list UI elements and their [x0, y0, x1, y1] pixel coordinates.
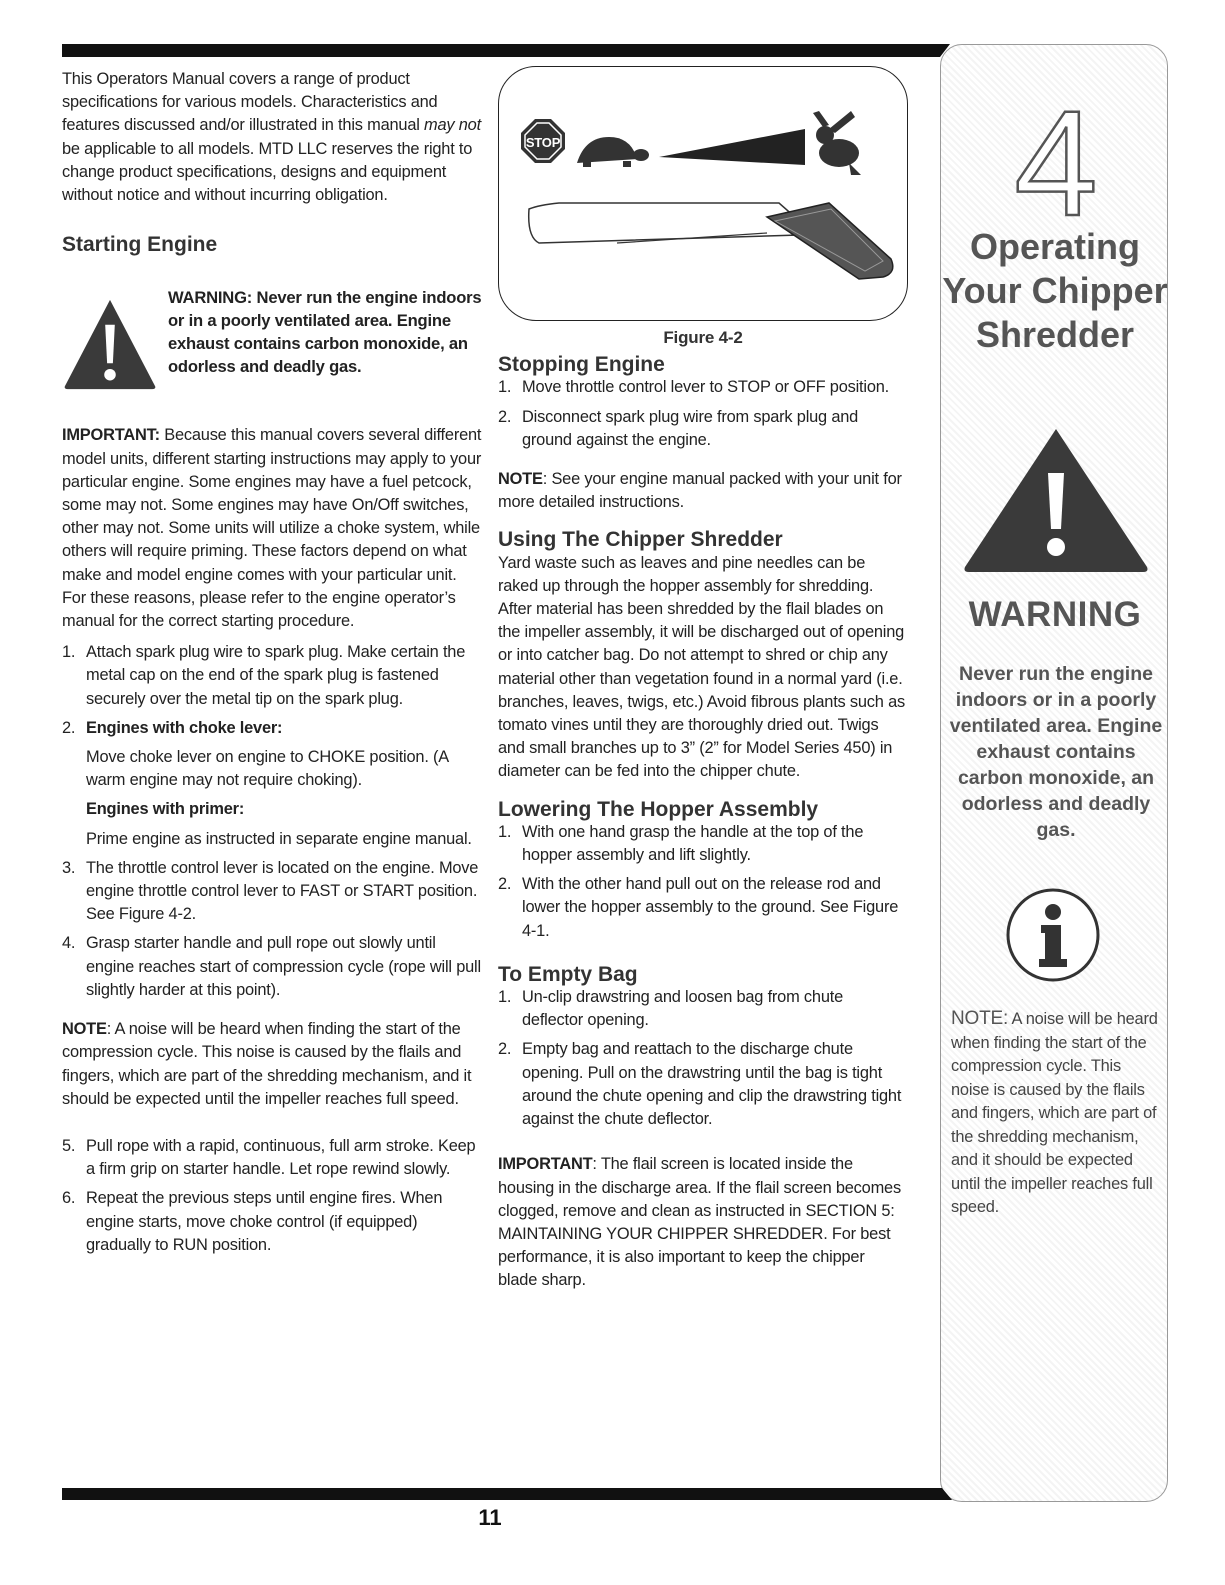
sidebar-warning-text: Never run the engine indoors or in a poorly ventilated area. Engine exhaust contains carbon monoxide, an odorless and deadly gas. — [949, 663, 1163, 841]
stopping-note: NOTE: See your engine manual packed with your unit for more detailed instructions. — [498, 470, 902, 512]
sidebar-warning-triangle-icon — [961, 425, 1151, 575]
empty-important: IMPORTANT: The flail screen is located inside the housing in the discharge area. If the flail screen becomes clogged, remove and clean as instructed in SECTION 5: MAINTAINING YOUR CHIPPER SHREDDER. For best performance, it is also important to keep the chipper blade sharp. — [498, 1155, 901, 1290]
lever-housing — [529, 203, 799, 243]
lowering-heading: Lowering The Hopper Assembly — [498, 797, 819, 821]
chapter-sidebar — [940, 44, 1168, 1502]
left-column — [62, 68, 482, 1257]
stopping-step-1: 1. Move throttle control lever to STOP or OFF position. — [498, 378, 890, 397]
starting-step-1: 1. Attach spark plug wire to spark plug. Make certain the metal cap on the end of the spark plug is fastened securely over the metal tip on the spark plug. — [62, 643, 466, 708]
empty-bag-steps — [498, 986, 908, 1131]
speed-wedge — [659, 129, 805, 165]
intro-paragraph: This Operators Manual covers a range of product specifications for various models. Characteristics and features discussed and/or illustrated in this manual may not be applicable to all models. MTD LLC reserves the right to change product specifications, designs and equipment without notice and without incurring obligation. — [62, 70, 481, 205]
stopping-engine-heading: Stopping Engine — [498, 353, 665, 377]
starting-engine-heading: Starting Engine — [62, 233, 218, 257]
starting-step-6: 6. Repeat the previous steps until engine fires. When engine starts, move choke control (if equipped) gradually to RUN position. — [62, 1189, 443, 1254]
sidebar-warning-heading: WARNING — [968, 595, 1142, 634]
page-number: 11 — [478, 1505, 502, 1530]
using-paragraph: Yard waste such as leaves and pine needles can be raked up through the hopper assembly for shredding. After material has been shredded by the flail blades on the impeller assembly, it will be discharged out of opening or into catcher bag. Do not attempt to shred or chip any material other than vegetation found in a normal yard (i.e. branches, leaves, twigs, etc.) Avoid fibrous plants such as tomato vines until they are thoroughly dried out. Twigs and small branches up to 3” (2” for Model Series 450) in diameter can be fed into the chipper chute. — [498, 553, 905, 781]
starting-step-5: 5. Pull rope with a rapid, continuous, full arm stroke. Keep a firm grip on starter handle. Let rope rewind slowly. — [62, 1136, 476, 1179]
figure-4-2 — [498, 66, 908, 321]
throttle-illustration — [499, 67, 906, 319]
bottom-rule — [62, 1488, 942, 1500]
empty-step-1: 1. Un-clip drawstring and loosen bag from chute deflector opening. — [498, 988, 844, 1030]
stopping-step-2: 2. Disconnect spark plug wire from spark plug and ground against the engine. — [498, 407, 859, 449]
empty-bag-heading: To Empty Bag — [498, 962, 638, 986]
starting-steps — [62, 641, 482, 1002]
starting-step-2: 2. Engines with choke lever: Move choke lever on engine to CHOKE position. (A warm engine may not require choking). Engines with primer: Prime engine as instructed in separate engine manual. — [62, 718, 472, 848]
turtle-icon — [577, 137, 649, 167]
rabbit-icon — [813, 111, 861, 175]
svg-text:STOP: STOP — [525, 135, 561, 150]
throttle-lever — [767, 203, 893, 279]
starting-step-4: 4. Grasp starter handle and pull rope out slowly until engine reaches start of compression cycle (rope will pull slightly harder at this point). — [62, 934, 481, 999]
starting-warning — [62, 286, 482, 392]
middle-column — [498, 66, 908, 1293]
warning-triangle-icon — [62, 296, 158, 392]
stopping-steps — [498, 376, 908, 452]
figure-caption: Figure 4-2 — [663, 328, 743, 347]
chapter-number — [1011, 77, 1101, 237]
empty-step-2: 2. Empty bag and reattach to the discharge chute opening. Pull on the drawstring until the bag is tight around the chute opening and clip the drawstring tight against the chute deflector. — [498, 1040, 902, 1129]
chapter-title: Operating Your Chipper Shredder — [942, 226, 1168, 355]
stop-sign-icon — [521, 119, 565, 163]
lowering-steps — [498, 821, 908, 943]
sidebar-note: NOTE: A noise will be heard when finding the start of the compression cycle. This noise is caused by the flails and fingers, which are part of the shredding mechanism, and it should be expected until the impeller reaches full speed. — [951, 1008, 1158, 1216]
top-rule — [62, 44, 940, 57]
svg-text:4: 4 — [1014, 79, 1098, 237]
starting-warning-text: WARNING: Never run the engine indoors or in a poorly ventilated area. Engine exhaust contains carbon monoxide, an odorless and deadly gas. — [168, 288, 482, 377]
starting-important: IMPORTANT: Because this manual covers several different model units, different starting instructions may apply to your particular engine. Some engines may have a fuel petcock, some may not. Some engines may have On/Off switches, other may not. Some units will utilize a choke system, while others will require priming. These factors depend on what make and model engine comes with your particular unit. For these reasons, please refer to the engine operator’s manual for the correct starting procedure. — [62, 426, 482, 631]
using-heading: Using The Chipper Shredder — [498, 528, 783, 552]
starting-step-3: 3. The throttle control lever is located on the engine. Move engine throttle control lever to FAST or START position. See Figure 4-2. — [62, 858, 479, 924]
lowering-step-2: 2. With the other hand pull out on the release rod and lower the hopper assembly to the ground. See Figure 4-1. — [498, 875, 899, 940]
starting-steps-continued — [62, 1135, 482, 1257]
info-icon — [1003, 885, 1103, 985]
starting-note: NOTE: A noise will be heard when finding the start of the compression cycle. This noise is caused by the flails and fingers, which are part of the shredding mechanism, and it should be expected until the impeller reaches full speed. — [62, 1020, 472, 1108]
lowering-step-1: 1. With one hand grasp the handle at the top of the hopper assembly and lift slightly. — [498, 822, 864, 865]
